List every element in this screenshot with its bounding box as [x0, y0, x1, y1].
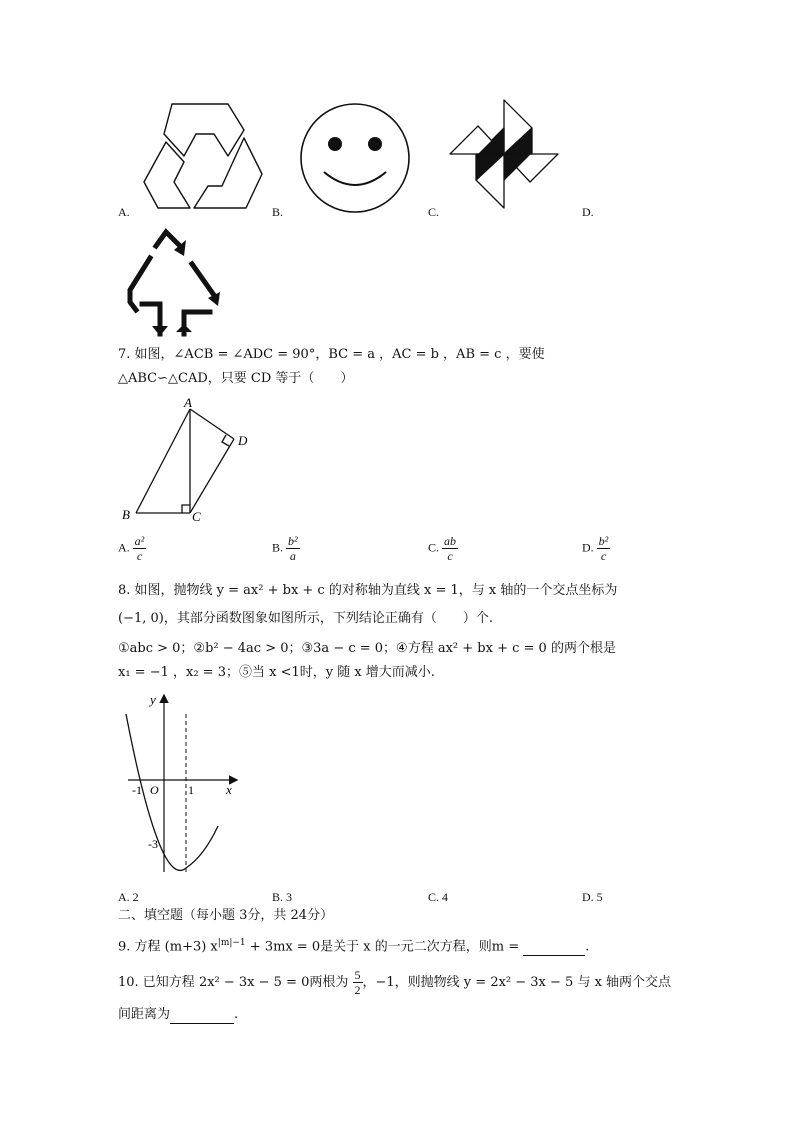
q7-option-c-num: ab — [444, 534, 457, 548]
q7-option-b-num: b² — [288, 534, 298, 548]
q7-option-d-label: D. — [582, 540, 594, 555]
q7-triangle-figure — [118, 395, 258, 525]
recycle-hexagon-figure — [140, 104, 268, 212]
q9-end: . — [585, 939, 590, 955]
q9-suffix: + 3mx = 0是关于 x 的一元二次方程，则m = — [245, 939, 524, 955]
q7-option-c — [428, 534, 458, 563]
q10-text-line1 — [118, 968, 671, 997]
q7-option-c-fraction — [442, 534, 458, 563]
q10-answer-blank[interactable] — [170, 1009, 234, 1024]
q8-parabola-graph — [118, 690, 248, 880]
q9-exponent: |m|−1 — [217, 938, 246, 948]
q7-option-b-den: a — [289, 549, 296, 563]
q8-text-line4: x₁ = −1 ，x₂ = 3；⑤当 x <1时，y 随 x 增大而减小. — [118, 665, 435, 680]
smiley-face-figure — [300, 102, 412, 214]
pinwheel-figure — [448, 98, 560, 210]
q7-option-d-num: b² — [598, 534, 609, 548]
q10-prefix: 10. 已知方程 2x² − 3x − 5 = 0两根为 — [118, 975, 349, 990]
q10-frac-den: 2 — [354, 983, 361, 997]
q9-answer-blank[interactable] — [523, 941, 585, 956]
q8-option-d: D. 5 — [582, 890, 603, 904]
q7-option-d — [582, 534, 610, 563]
q7-text-line2: △ABC∽△CAD，只要 CD 等于（ ） — [118, 371, 354, 386]
q7-option-a — [118, 534, 146, 563]
q7-label-a: A — [184, 395, 192, 410]
q10-text-line2 — [118, 1006, 238, 1024]
q7-option-b — [272, 534, 300, 563]
q8-label-one: 1 — [188, 783, 194, 797]
q7-option-d-fraction — [597, 534, 611, 563]
q7-option-d-den: c — [600, 549, 607, 563]
q8-text-line1: 8. 如图，抛物线 y = ax² + bx + c 的对称轴为直线 x = 1，与 x 轴的一个交点坐标为 — [118, 583, 618, 598]
q6-option-c: C. — [428, 205, 440, 219]
q8-text-line2: (−1, 0)，其部分函数图象如图所示，下列结论正确有（ ）个. — [118, 611, 493, 626]
q7-label-c: C — [192, 509, 201, 524]
q6-option-a: A. — [118, 205, 130, 219]
q7-option-a-fraction — [133, 534, 147, 563]
q6-option-d: D. — [582, 205, 594, 219]
q8-option-c: C. 4 — [428, 890, 449, 904]
q9-text — [118, 934, 589, 956]
q8-label-origin: O — [150, 783, 159, 797]
q9-prefix: 9. 方程 (m+3) x — [118, 939, 218, 955]
q10-suffix: ，−1，则抛物线 y = 2x² − 3x − 5 与 x 轴两个交点 — [362, 975, 672, 990]
q8-option-a: A. 2 — [118, 890, 139, 904]
q7-option-b-label: B. — [272, 540, 284, 555]
q7-option-c-den: c — [447, 549, 453, 563]
q8-text-line3: ①abc > 0；②b² − 4ac > 0；③3a − c = 0；④方程 ax² + bx + c = 0 的两个根是 — [118, 641, 616, 656]
q7-label-d: D — [238, 433, 248, 448]
q7-option-b-fraction — [286, 534, 300, 563]
q10-end: . — [234, 1007, 239, 1022]
q7-option-a-label: A. — [118, 540, 130, 555]
q7-option-a-num: a² — [134, 534, 145, 548]
q7-label-b: B — [122, 507, 130, 522]
recycle-arrow-triangle-figure — [122, 228, 222, 338]
q7-option-c-label: C. — [428, 540, 440, 555]
q10-frac-num: 5 — [354, 968, 361, 982]
q7-text-line1: 7. 如图，∠ACB = ∠ADC = 90°，BC = a ，AC = b ，AB = c ，要使 — [118, 347, 545, 362]
q8-label-x: x — [226, 782, 232, 797]
q10-fraction — [353, 968, 363, 997]
section2-heading: 二、填空题（每小题 3分，共 24分） — [118, 908, 334, 923]
q8-label-neg1: -1 — [132, 783, 142, 797]
q8-label-neg3: -3 — [148, 837, 158, 851]
q10-line2: 间距离为 — [118, 1007, 171, 1022]
q8-option-b: B. 3 — [272, 890, 293, 904]
q8-label-y: y — [150, 692, 156, 707]
q7-option-a-den: c — [136, 549, 143, 563]
q6-option-b: B. — [272, 205, 284, 219]
